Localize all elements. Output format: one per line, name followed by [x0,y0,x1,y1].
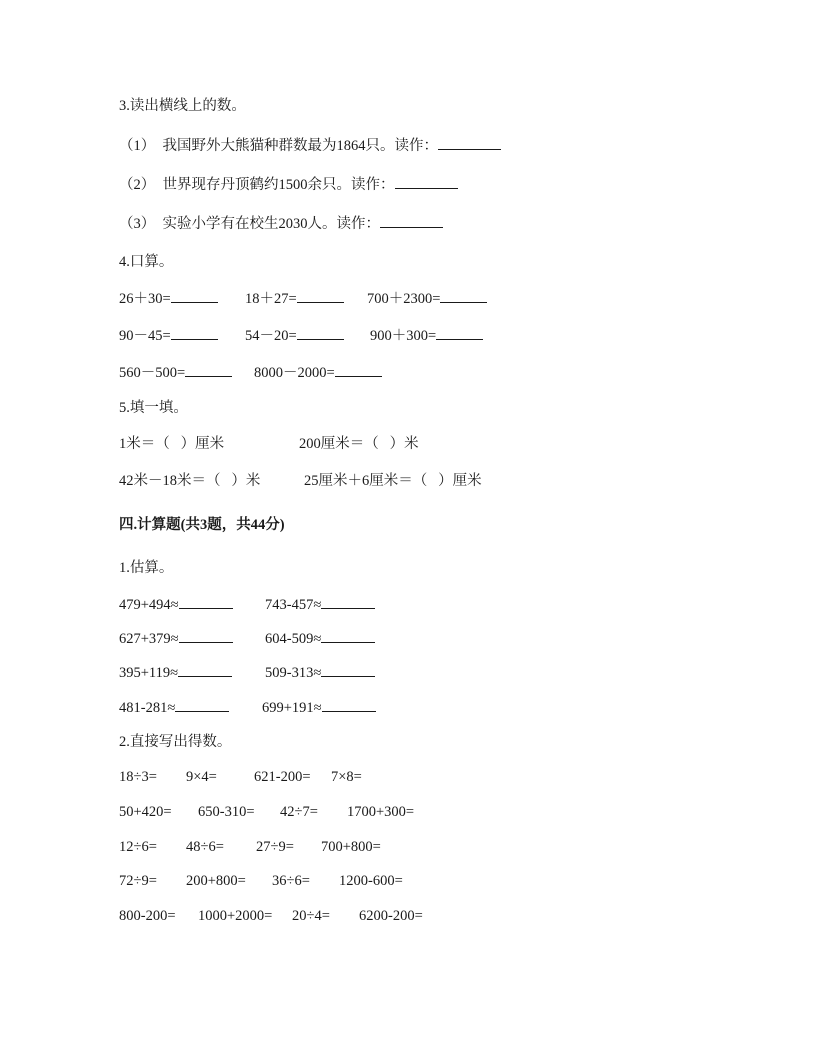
direct-calc-item: 800-200= [119,908,176,924]
oral-calc-expr: 560－500= [119,365,186,381]
read-item-3 [119,213,443,234]
answer-blank[interactable] [178,662,232,677]
section-3-title: 3.读出横线上的数。 [119,98,246,114]
answer-blank[interactable] [440,288,487,303]
oral-calc-item [119,325,218,346]
answer-blank[interactable] [297,288,344,303]
part-4-heading: 四.计算题(共3题，共44分) [119,517,285,533]
direct-calc-item: 9×4= [186,769,217,785]
answer-blank[interactable] [395,174,458,189]
answer-blank[interactable] [185,362,232,377]
read-item-1-text: （1） 我国野外大熊猫种群数最为1864只。读作： [119,138,438,154]
direct-calc-item: 200+800= [186,873,246,889]
read-item-2 [119,174,458,195]
answer-blank[interactable] [297,325,344,340]
oral-calc-item [367,288,487,309]
direct-calc-item: 7×8= [331,769,362,785]
answer-blank[interactable] [321,662,375,677]
direct-title: 2.直接写出得数。 [119,734,232,750]
oral-calc-item [119,288,218,309]
direct-calc-item: 1000+2000= [198,908,273,924]
estimate-expr: 604-509≈ [265,631,322,647]
oral-calc-expr: 8000－2000= [254,365,335,381]
oral-calc-item [245,288,344,309]
estimate-item [265,594,375,615]
answer-blank[interactable] [438,135,501,150]
oral-calc-expr: 900＋300= [370,328,437,344]
answer-blank[interactable] [175,697,229,712]
direct-calc-item: 1200-600= [339,873,403,889]
answer-blank[interactable] [179,628,233,643]
estimate-item [119,662,232,683]
estimate-title: 1.估算。 [119,560,174,576]
oral-calc-expr: 54－20= [245,328,297,344]
fill-blank-item: 1米＝（ ）厘米 [119,436,225,452]
direct-calc-item: 1700+300= [347,804,415,820]
estimate-expr: 395+119≈ [119,665,179,681]
direct-calc-item: 18÷3= [119,769,157,785]
direct-calc-item: 48÷6= [186,839,224,855]
fill-blank-item: 42米－18米＝（ ）米 [119,473,261,489]
read-item-3-text: （3） 实验小学有在校生2030人。读作： [119,216,380,232]
estimate-expr: 481-281≈ [119,700,176,716]
direct-calc-item: 27÷9= [256,839,294,855]
oral-calc-expr: 18＋27= [245,291,297,307]
read-item-2-text: （2） 世界现存丹顶鹤约1500余只。读作： [119,177,395,193]
oral-calc-expr: 700＋2300= [367,291,441,307]
direct-calc-item: 50+420= [119,804,172,820]
estimate-expr: 479+494≈ [119,597,179,613]
direct-calc-item: 650-310= [198,804,255,820]
estimate-expr: 509-313≈ [265,665,322,681]
direct-calc-item: 700+800= [321,839,381,855]
answer-blank[interactable] [171,288,218,303]
estimate-item [265,662,375,683]
oral-calc-item [245,325,344,346]
read-item-1 [119,135,501,156]
estimate-expr: 627+379≈ [119,631,179,647]
oral-calc-expr: 90－45= [119,328,171,344]
oral-calc-item [370,325,483,346]
oral-calc-expr: 26＋30= [119,291,171,307]
estimate-item [119,594,233,615]
direct-calc-item: 42÷7= [280,804,318,820]
answer-blank[interactable] [380,213,443,228]
estimate-item [119,628,233,649]
oral-calc-item [254,362,382,383]
fill-blank-item: 200厘米＝（ ）米 [299,436,419,452]
estimate-item [262,697,376,718]
answer-blank[interactable] [322,697,376,712]
direct-calc-item: 72÷9= [119,873,157,889]
fill-blank-item: 25厘米＋6厘米＝（ ）厘米 [304,473,482,489]
answer-blank[interactable] [436,325,483,340]
direct-calc-item: 621-200= [254,769,311,785]
direct-calc-item: 20÷4= [292,908,330,924]
estimate-item [119,697,229,718]
estimate-expr: 699+191≈ [262,700,322,716]
direct-calc-item: 36÷6= [272,873,310,889]
section-5-title: 5.填一填。 [119,400,188,416]
answer-blank[interactable] [171,325,218,340]
answer-blank[interactable] [335,362,382,377]
answer-blank[interactable] [321,628,375,643]
estimate-expr: 743-457≈ [265,597,322,613]
direct-calc-item: 12÷6= [119,839,157,855]
estimate-item [265,628,375,649]
answer-blank[interactable] [321,594,375,609]
direct-calc-item: 6200-200= [359,908,423,924]
section-4-title: 4.口算。 [119,254,174,270]
oral-calc-item [119,362,232,383]
answer-blank[interactable] [179,594,233,609]
